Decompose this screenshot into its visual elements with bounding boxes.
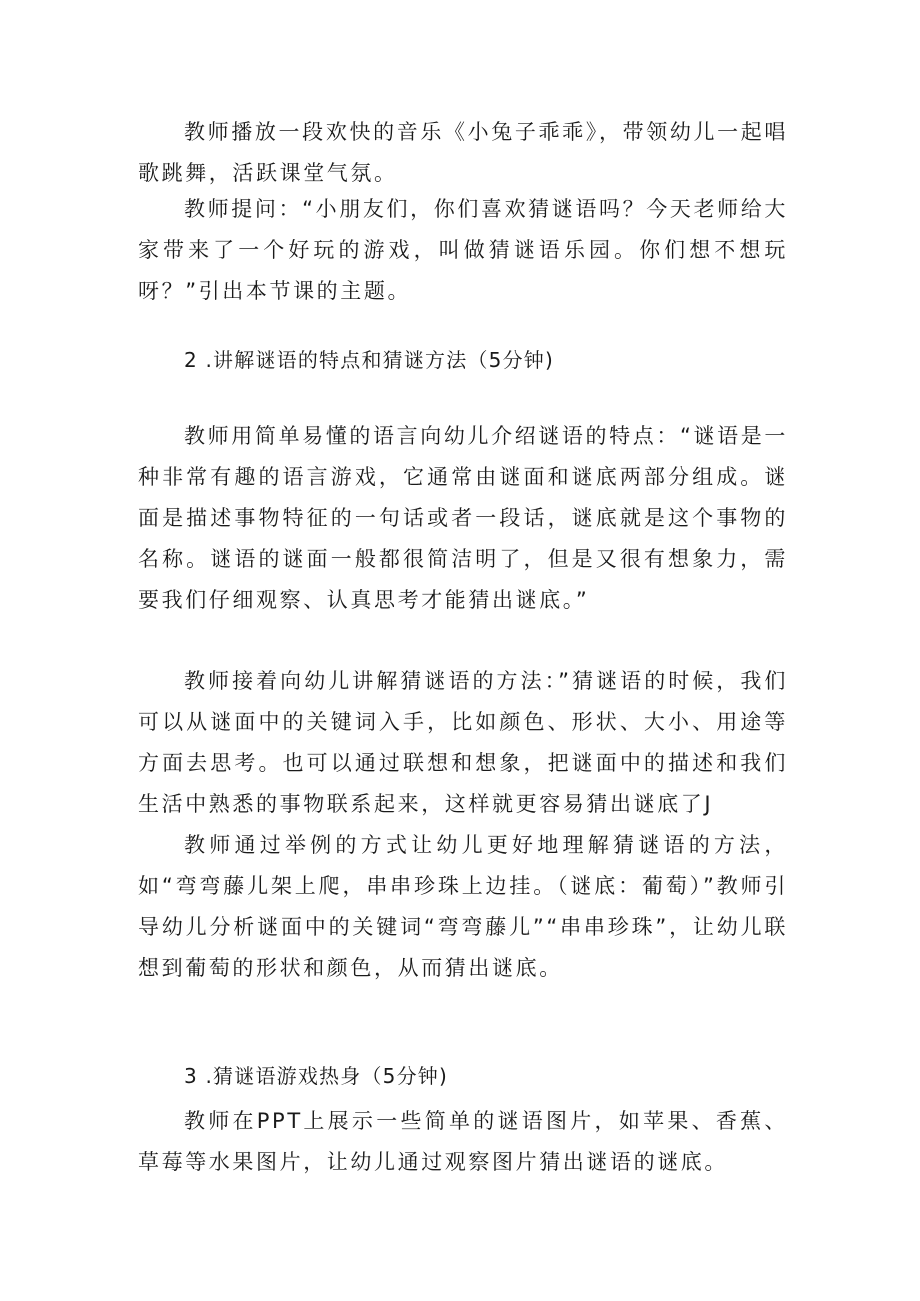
section-heading-warmup-game: 3 .猜谜语游戏热身（5分钟) <box>184 1064 448 1088</box>
section-heading-riddle-features: 2 .讲解谜语的特点和猜谜方法（5分钟) <box>184 348 554 372</box>
paragraph-warmup-music: 教师播放一段欢快的音乐《小兔子乖乖》，带领幼儿一起唱歌跳舞，活跃课堂气氛。 <box>138 120 788 185</box>
paragraph-ppt-pictures: 教师在PPT上展示一些简单的谜语图片，如苹果、香蕉、草莓等水果图片，让幼儿通过观察图片猜出谜语的谜底。 <box>138 1109 788 1174</box>
paragraph-guessing-method: 教师接着向幼儿讲解猜谜语的方法：”猜谜语的时候，我们可以从谜面中的关键词入手，比如颜色、形状、大小、用途等方面去思考。也可以通过联想和想象，把谜面中的描述和我们生活中熟悉的事物联系起来，这样就更容易猜出谜底了J <box>138 669 788 816</box>
paragraph-example-grapes: 教师通过举例的方式让幼儿更好地理解猜谜语的方法，如“弯弯藤儿架上爬，串串珍珠上边挂。（谜底：葡萄）”教师引导幼儿分析谜面中的关键词“弯弯藤儿”“串串珍珠”，让幼儿联想到葡萄的形状和颜色，从而猜出谜底。 <box>138 833 788 980</box>
paragraph-teacher-question: 教师提问：“小朋友们，你们喜欢猜谜语吗？今天老师给大家带来了一个好玩的游戏，叫做猜谜语乐园。你们想不想玩呀？”引出本节课的主题。 <box>138 197 788 303</box>
paragraph-riddle-features: 教师用简单易懂的语言向幼儿介绍谜语的特点：“谜语是一种非常有趣的语言游戏，它通常由谜面和谜底两部分组成。谜面是描述事物特征的一句话或者一段话，谜底就是这个事物的名称。谜语的谜面一般都很简洁明了，但是又很有想象力，需要我们仔细观察、认真思考才能猜出谜底。” <box>138 424 788 612</box>
